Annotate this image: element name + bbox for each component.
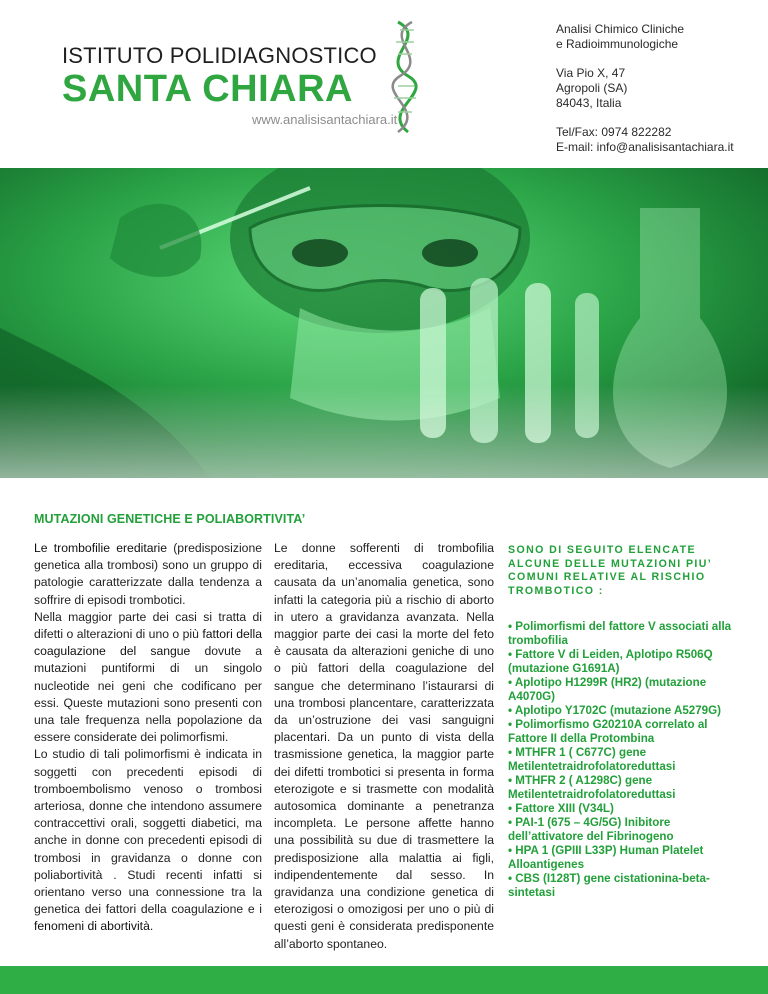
hero-lab-photo: [0, 168, 768, 478]
phone-email-text: [556, 125, 734, 155]
list-item: • Polimorfismi del fattore V associati alla trombofilia: [508, 620, 732, 647]
list-item: • MTHFR 2 ( A1298C) gene Metilentetraidrofolatoreduttasi: [508, 774, 676, 801]
column-2-text: [274, 540, 494, 953]
logo-top-text: ISTITUTO POLIDIAGNOSTICO: [62, 43, 377, 68]
list-item: • MTHFR 1 ( C677C) gene Metilentetraidrofolatoreduttasi: [508, 746, 676, 773]
email-text: E-mail: info@analisisantachiara.it: [556, 140, 734, 154]
dna-helix-icon: [368, 18, 440, 136]
address-text: Via Pio X, 47 Agropoli (SA) 84043, Italia: [556, 66, 628, 110]
services-text: Analisi Chimico Cliniche e Radioimmunologiche: [556, 22, 685, 51]
footer-bar: [0, 966, 768, 994]
list-item: • HPA 1 (GPIII L33P) Human Platelet Alloantigenes: [508, 844, 704, 871]
paragraph-3: Lo studio di tali polimorfismi è indicata in soggetti con precedenti episodi di tromboembolismo venoso o trombosi arteriosa, donne che intendono assumere contraccettivi orali, soggetti diabetici, ma anche in donne con precedenti episodi di trombosi in gravidanza o donne con poliabortività . Studi recenti infatti si orientano verso una connessione tra la genetica dei fattori della coagulazione e i fenomeni di abortività.: [34, 747, 262, 934]
logo-website: www.analisisantachiara.it: [252, 112, 398, 127]
institute-logo: [62, 43, 398, 127]
list-item: • CBS (I128T) gene cistationina-beta-sintetasi: [508, 872, 710, 899]
list-item: • PAI-1 (675 – 4G/5G) Inibitore dell’attivatore del Fibrinogeno: [508, 816, 674, 843]
mutations-list: [508, 620, 736, 900]
logo-main-text: SANTA CHIARA: [62, 68, 353, 110]
paragraph-4: Le donne sofferenti di trombofilia ereditaria, eccessiva coagulazione causata da un’anomalia genetica, sono infatti la categoria più a rischio di aborto in utero a gravidanza avanzata. Nella maggior parte dei casi la morte del feto è causata da alterazioni geniche di uno o più fattori della coagulazione del sangue che determinano l’istaurarsi di una trombosi plancentare, caratterizzata da un’ostruzione dei vasi sanguigni placentari. Da un punto di vista della trasmissione genetica, la maggior parte dei difetti trombotici si presenta in forma eterozigote e si trasmette con modalità autosomica dominante a penetranza incompleta. Le persone affette hanno una possibilità su due di trasmettere la predisposizione alla malattia ai figli, indipendentemente dal sesso. In gravidanza una condizione genetica di eterozigosi o omozigosi per uno o più di questi geni è considerata predisponente all’aborto spontaneo.: [274, 541, 494, 951]
list-item: • Fattore XIII (V34L): [508, 802, 614, 815]
mutations-list-panel: [508, 544, 736, 900]
contact-info: [556, 22, 734, 169]
list-item: • Fattore V di Leiden, Aplotipo R506Q (mutazione G1691A): [508, 648, 713, 675]
paragraph-2: Nella maggior parte dei casi si tratta di difetti o alterazioni di uno o più fattori della coagulazione del sangue dovute a mutazioni puntiformi di un singolo nucleotide nei geni che codificano per essi. Queste mutazioni sono presenti con una tale frequenza nella popolazione da essere considerate dei polimorfismi.: [34, 609, 262, 745]
list-item: • Polimorfismo G20210A correlato al Fattore II della Protombina: [508, 718, 708, 745]
mutations-heading: SONO DI SEGUITO ELENCATE ALCUNE DELLE MUTAZIONI PIU’ COMUNI RELATIVE AL RISCHIO TROMBOTICO :: [508, 544, 712, 597]
list-item: • Aplotipo H1299R (HR2) (mutazione A4070G): [508, 676, 707, 703]
list-item: • Aplotipo Y1702C (mutazione A5279G): [508, 704, 722, 717]
paragraph-1: Le trombofilie ereditarie (predisposizione genetica alla trombosi) sono un gruppo di patologie caratterizzate dalla tendenza a soffrire di episodi trombotici.: [34, 541, 262, 607]
section-title: MUTAZIONI GENETICHE E POLIABORTIVITA’: [34, 512, 306, 526]
phone-text: Tel/Fax: 0974 822282: [556, 125, 672, 139]
column-1-text: [34, 540, 262, 936]
